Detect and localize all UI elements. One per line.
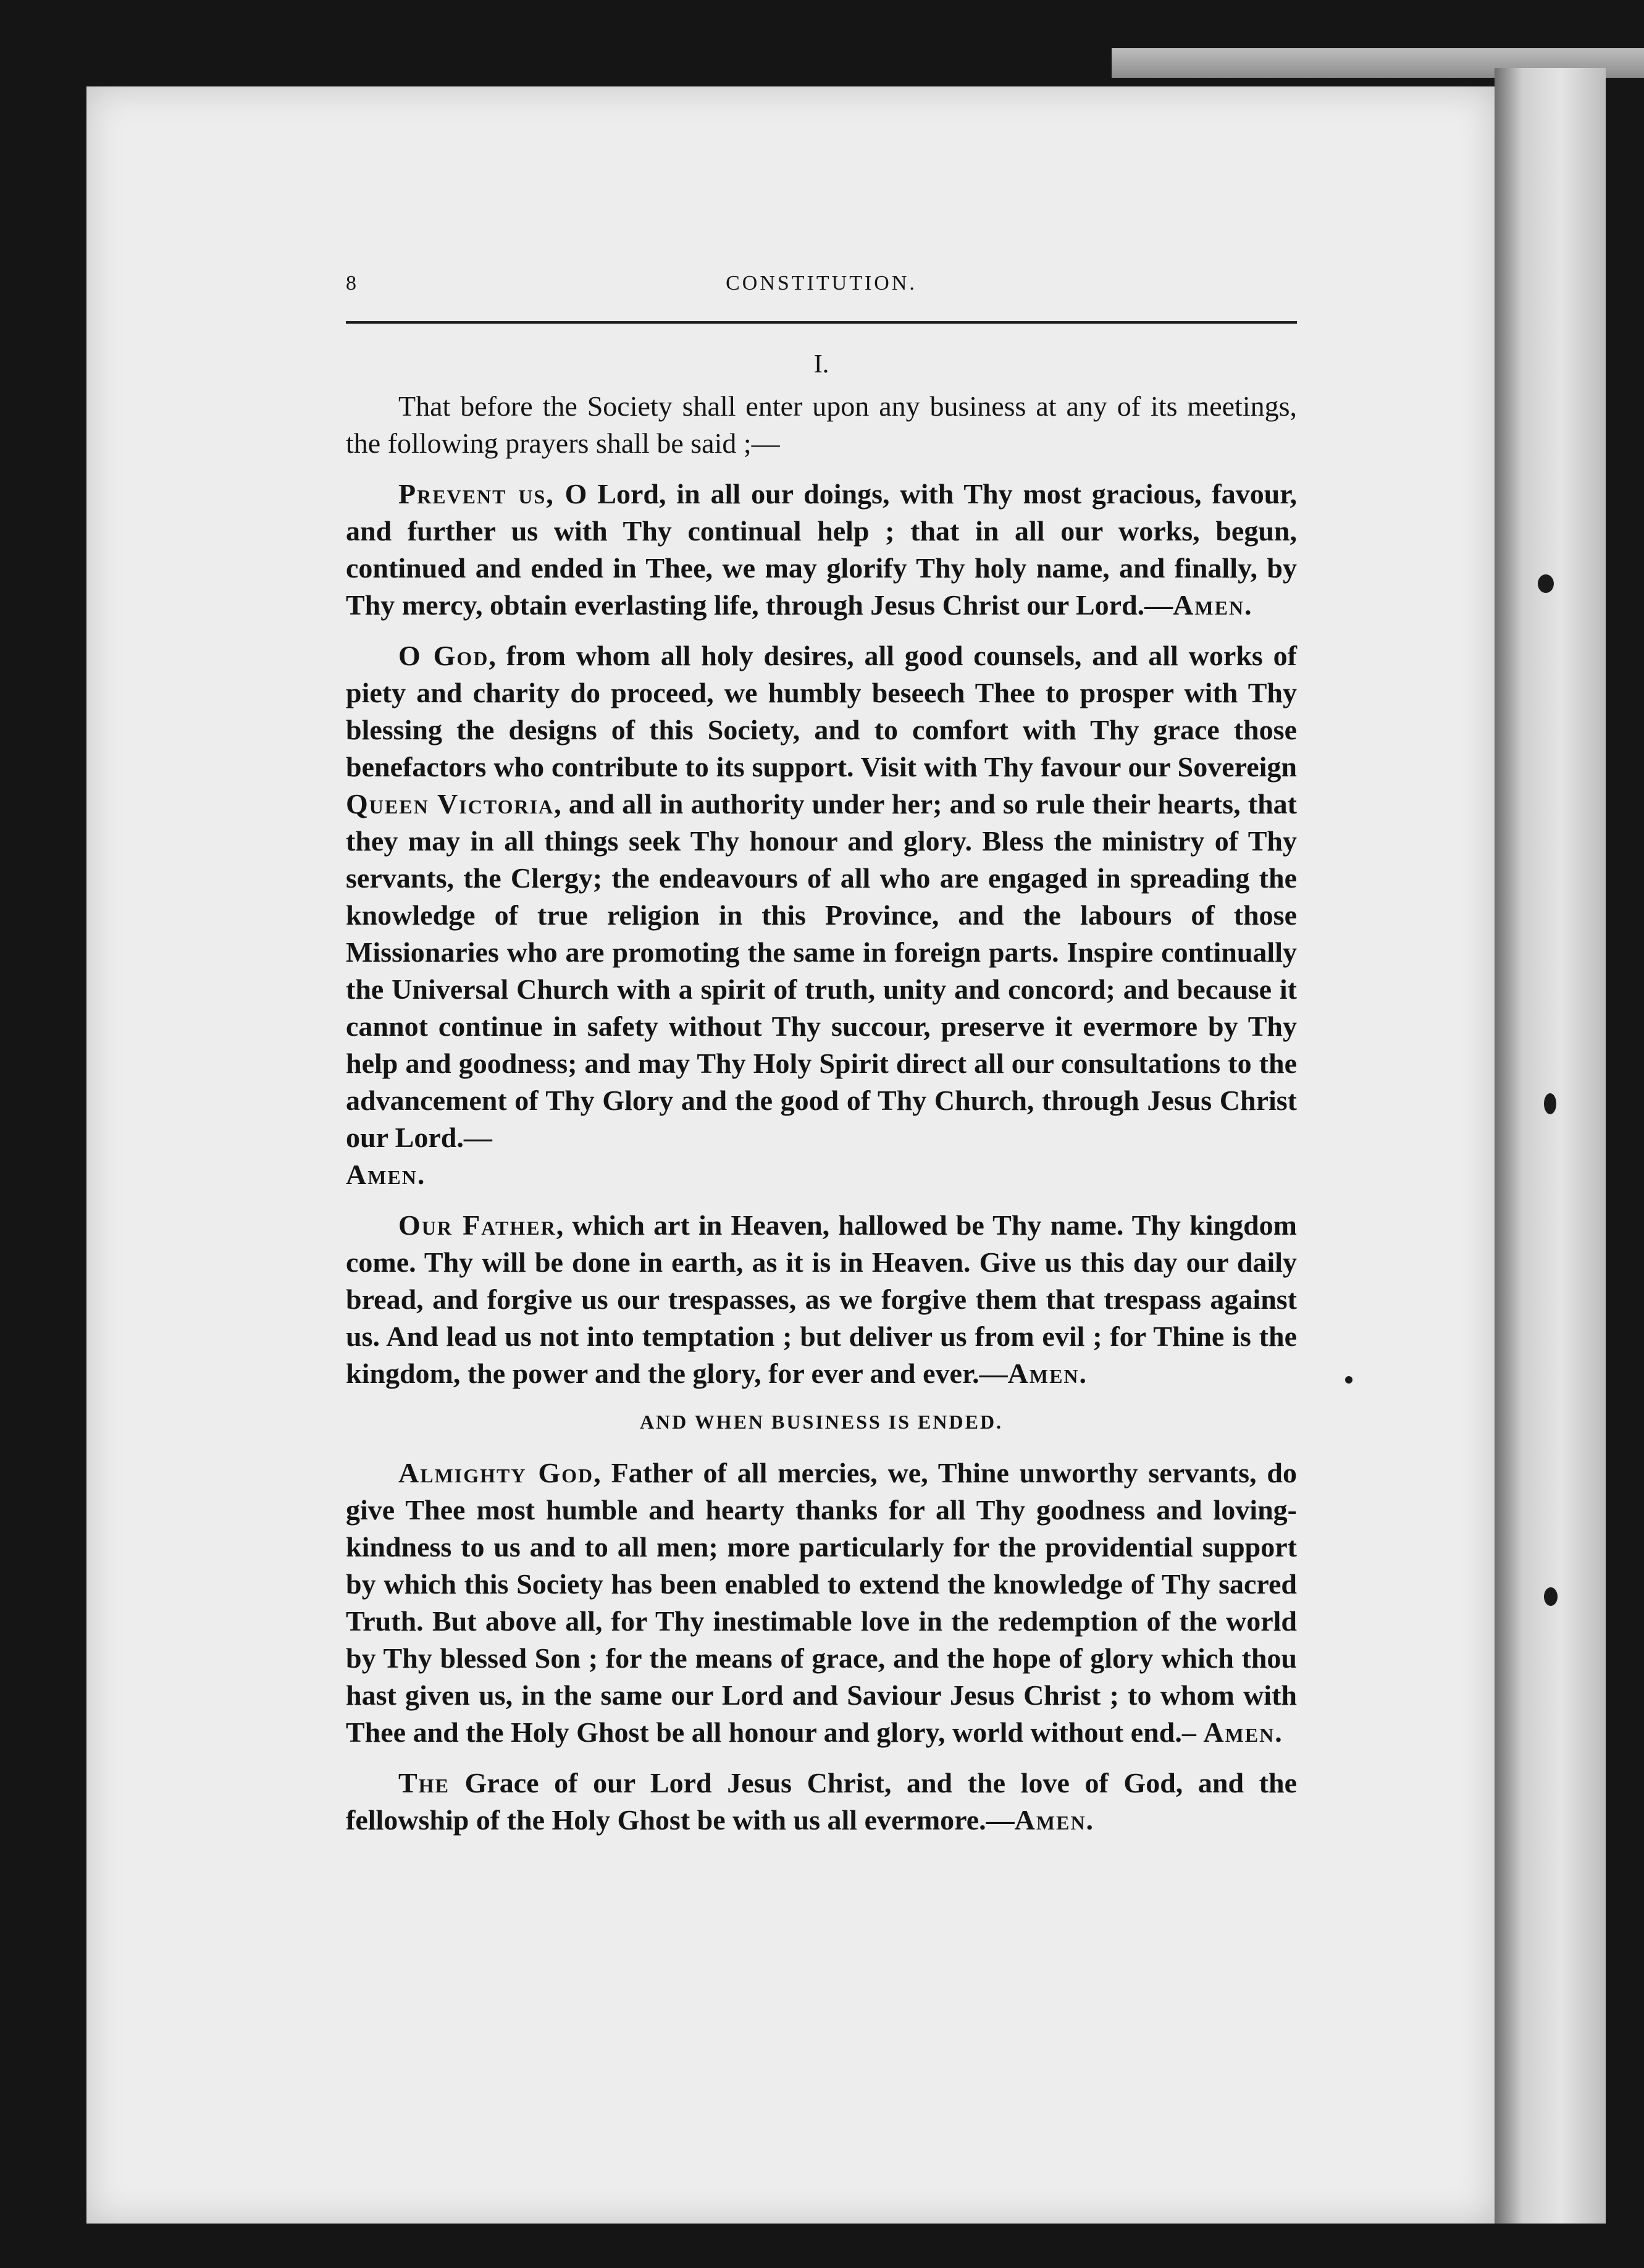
prayer-lead: The [398, 1767, 450, 1799]
prayer-grace [346, 1765, 1297, 1839]
prayer-o-god [346, 637, 1297, 1193]
ink-speck [1544, 1093, 1556, 1114]
prayer-body: , which art in Heaven, hallowed be Thy name. Thy kingdom come. Thy will be done in earth, as it is in Heaven. Give us this day our daily bread, and forgive us our trespasses, as we forgive them that trespass against us. And lead us not into temptation ; but deliver us from evil ; for Thine is the kingdom, the power and the glory, for ever and ever.— [346, 1209, 1297, 1389]
page-text [346, 272, 1297, 1976]
queen-name: Queen Victoria [346, 788, 555, 820]
subheading: AND WHEN BUSINESS IS ENDED. [639, 1411, 1004, 1433]
prayer-lead: Prevent us, [398, 478, 555, 510]
amen: Amen. [1014, 1804, 1095, 1836]
ink-speck [1345, 1376, 1353, 1384]
header-rule [346, 321, 1297, 324]
ink-speck [1538, 574, 1554, 593]
amen: Amen. [1203, 1716, 1283, 1748]
facing-page-edge [1495, 68, 1606, 2224]
prayer-lead: O God [398, 640, 489, 671]
page-title: CONSTITUTION. [726, 272, 917, 295]
prayer-body: , and all in authority under her; and so rule their hearts, that they may in all things seek Thy honour and glory. Bless the ministry of Thy servants, the Clergy; the endeavours of all who are engaged in spreading the knowledge of true religion in this Province, and the labours of those Missionaries who are promoting the same in foreign parts. Inspire continually the Universal Church with a spirit of truth, unity and concord; and because it cannot continue in safety without Thy succour, preserve it evermore by Thy help and goodness; and may Thy Holy Spirit direct all our consultations to the advancement of Thy Glory and the good of Thy Church, through Jesus Christ our Lord.— [346, 788, 1297, 1153]
ink-speck [1544, 1587, 1558, 1606]
amen: Amen. [1007, 1358, 1088, 1389]
prayer-almighty-god [346, 1455, 1297, 1751]
prayer-prevent-us [346, 476, 1297, 624]
prayer-body: O Lord, in all our doings, with Thy most gracious, favour, and further us with Thy continual help ; that in all our works, begun, continued and ended in Thee, we may glorify Thy holy name, and finally, by Thy mercy, obtain everlasting life, through Jesus Christ our Lord.— [346, 478, 1297, 621]
prayer-body: Grace of our Lord Jesus Christ, and the love of God, and the fellowship of the Holy Ghost be with us all evermore.— [346, 1767, 1297, 1836]
section-number: I. [813, 350, 829, 379]
page-number: 8 [346, 272, 359, 295]
prayer-lead: Our Father [398, 1209, 556, 1241]
prayer-body: , Father of all mercies, we, Thine unworthy servants, do give Thee most humble and hearty thanks for all Thy goodness and loving-kindness to us and to all men; more particularly for the providential support by which this Society has been enabled to extend the knowledge of Thy sacred Truth. But above all, for Thy inestimable love in the redemption of the world by Thy blessed Son ; for the means of grace, and the hope of glory which thou hast given us, in the same our Lord and Saviour Jesus Christ ; to whom with Thee and the Holy Ghost be all honour and glory, world without end.– [346, 1457, 1297, 1748]
prayer-lead: Almighty God [398, 1457, 594, 1489]
prayer-our-father [346, 1207, 1297, 1392]
amen: Amen. [346, 1159, 426, 1190]
prayer-body: , from whom all holy desires, all good counsels, and all works of piety and charity do proceed, we humbly beseech Thee to prosper with Thy blessing the designs of this Society, and to comfort with Thy grace those benefactors who contribute to its support. Visit with Thy favour our Sovereign [346, 640, 1297, 783]
amen: Amen. [1173, 589, 1253, 621]
intro-paragraph: That before the Society shall enter upon any business at any of its meetings, the following prayers shall be said ;— [346, 390, 1297, 459]
running-head [346, 272, 1297, 303]
